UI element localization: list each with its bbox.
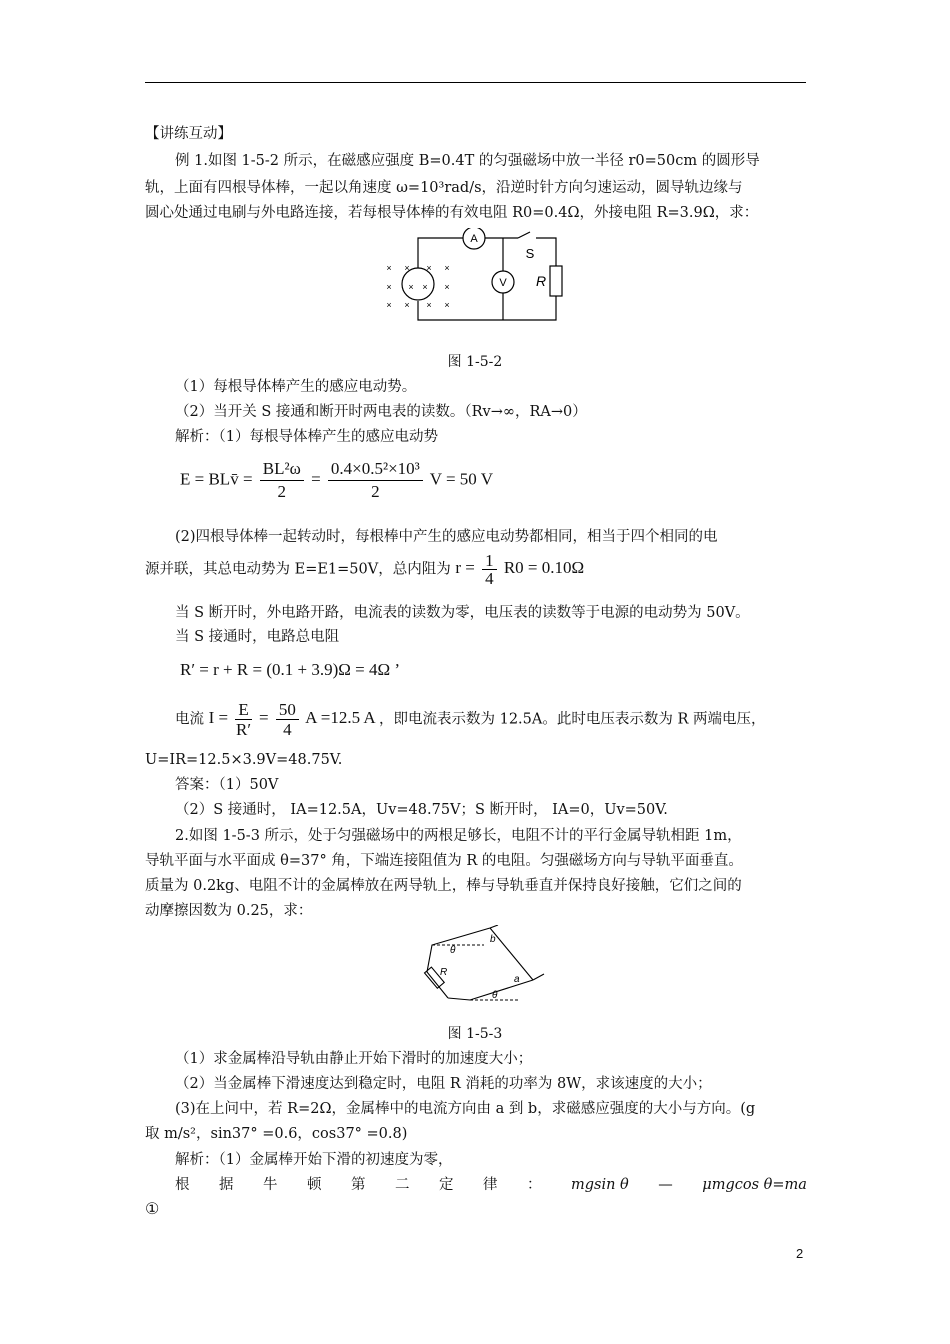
- law-char: 顿: [307, 1177, 322, 1193]
- r-symbol: r =: [455, 558, 475, 578]
- law-char: 据: [219, 1177, 234, 1193]
- svg-text:×: ×: [386, 263, 392, 273]
- resistor-label: R: [535, 273, 547, 289]
- frac-num: E: [235, 700, 251, 720]
- law-char: 牛: [263, 1177, 278, 1193]
- law-char: ：: [527, 1177, 542, 1193]
- label-a: a: [514, 974, 520, 985]
- ex1-para-1: 例 1.如图 1-5-2 所示，在磁感应强度 B=0.4T 的匀强磁场中放一半径 r0=50cm 的圆形导: [175, 153, 760, 169]
- law-term: μmgcos θ=ma: [702, 1177, 807, 1193]
- label-b: b: [490, 934, 496, 945]
- voltage-calc: U=IR=12.5×3.9V=48.75V.: [145, 752, 343, 768]
- equation-emf-left: E = BLv̄ =: [180, 469, 253, 489]
- fraction-quarter: [482, 552, 497, 587]
- equals-sign: =: [259, 708, 269, 728]
- para-parallel-2: [145, 552, 807, 588]
- svg-text:×: ×: [444, 300, 450, 310]
- law-char: 定: [439, 1177, 454, 1193]
- frac-den: 4: [485, 569, 494, 588]
- ex2-para-3: 质量为 0.2kg、电阻不计的金属棒放在两导轨上，棒与导轨垂直并保持良好接触，它们之间的: [145, 878, 742, 894]
- svg-text:×: ×: [386, 300, 392, 310]
- para-closed-circuit: 当 S 接通时，电路总电阻: [175, 629, 340, 645]
- header-rule: [145, 82, 806, 83]
- para-open-circuit: 当 S 断开时，外电路开路，电流表的读数为零，电压表的读数等于电源的电动势为 50V。: [175, 605, 750, 621]
- newton-law-line: [175, 1175, 807, 1195]
- i-symbol: I =: [208, 708, 229, 728]
- r-tail: R0 = 0.10Ω: [503, 558, 585, 578]
- current-result: A =12.5 A: [305, 708, 375, 728]
- ex2-para-2: 导轨平面与水平面成 θ=37° 角，下端连接阻值为 R 的电阻。匀强磁场方向与导轨平面垂直。: [145, 853, 743, 869]
- answer-1: 答案：（1）50V: [175, 777, 279, 793]
- current-text: ，即电流表示数为 12.5A。此时电压表示数为 R 两端电压，: [378, 711, 766, 728]
- frac-den: 2: [277, 482, 287, 501]
- frac-num: 0.4×0.5²×10³: [328, 458, 423, 481]
- fraction-50-over-4: [276, 700, 299, 739]
- law-char: 律: [483, 1177, 498, 1193]
- svg-text:×: ×: [426, 263, 432, 273]
- law-char: 二: [395, 1177, 410, 1193]
- answer-2: （2）S 接通时， IA=12.5A，Uv=48.75V；S 断开时， IA=0，Uv=50V.: [175, 802, 668, 818]
- svg-text:×: ×: [444, 263, 450, 273]
- ammeter-label: A: [470, 233, 478, 245]
- law-minus: —: [658, 1177, 673, 1193]
- frac-den: 4: [283, 720, 292, 739]
- angle-theta-bottom: θ: [492, 990, 498, 1001]
- circuit-figure-1-5-2: [378, 228, 578, 328]
- law-char: 根: [175, 1177, 190, 1193]
- figure-caption-1-5-2: 图 1-5-2: [447, 354, 503, 370]
- fraction-bl2w: [260, 458, 304, 503]
- equation-total-resistance: R′ = r + R = (0.1 + 3.9)Ω = 4Ω ’: [180, 660, 400, 679]
- page-number: 2: [796, 1246, 804, 1261]
- solution-intro: 解析：（1）每根导体棒产生的感应电动势: [175, 429, 438, 445]
- ex2-para-1: 2.如图 1-5-3 所示，处于匀强磁场中的两根足够长，电阻不计的平行金属导轨相距 1m，: [175, 828, 742, 844]
- frac-den: 2: [371, 482, 380, 501]
- para-parallel-2-text: 源并联，其总电动势为 E=E1=50V，总内阻为: [145, 561, 451, 578]
- ex1-para-3: 圆心处通过电刷与外电路连接，若每根导体棒的有效电阻 R0=0.4Ω，外接电阻 R=3.9Ω，求：: [145, 205, 759, 221]
- fraction-e-over-r: [235, 700, 251, 739]
- incline-figure-1-5-3: [418, 925, 548, 1005]
- ex2-question-3b: 取 m/s²，sin37° =0.6，cos37° =0.8): [145, 1126, 408, 1142]
- para-current: [175, 700, 837, 746]
- svg-text:×: ×: [444, 282, 450, 292]
- question-2: （2）当开关 S 接通和断开时两电表的读数。（Rv→∞，RA→0）: [175, 404, 587, 420]
- switch-label: S: [525, 246, 535, 261]
- fraction-numeric: [328, 458, 423, 503]
- equation-emf: E = BLv̄ = $\frac{\text{BL²ω}}{2}$ = $\frac{\text{0.4×0.5²×10³}}{2}$ V = 50 V: [180, 459, 494, 501]
- label-R: R: [440, 967, 448, 978]
- svg-text:×: ×: [422, 282, 428, 292]
- section-title: 【讲练互动】: [145, 126, 232, 142]
- equation-emf-right: V = 50 V: [429, 469, 494, 489]
- voltmeter-label: V: [499, 277, 507, 289]
- law-term: mgsin θ: [571, 1177, 629, 1193]
- figure-caption-1-5-3: 图 1-5-3: [447, 1026, 503, 1042]
- ex2-question-3a: (3)在上问中，若 R=2Ω，金属棒中的电流方向由 a 到 b，求磁感应强度的大小与方向。(g: [175, 1101, 756, 1117]
- ex2-question-1: （1）求金属棒沿导轨由静止开始下滑时的加速度大小；: [175, 1051, 533, 1067]
- current-prefix: 电流: [175, 711, 204, 728]
- svg-text:×: ×: [404, 263, 410, 273]
- svg-text:×: ×: [386, 282, 392, 292]
- svg-text:×: ×: [426, 300, 432, 310]
- ex2-solution: 解析：（1）金属棒开始下滑的初速度为零，: [175, 1152, 453, 1168]
- angle-theta-top: θ: [450, 945, 456, 956]
- ex1-para-2: 轨，上面有四根导体棒，一起以角速度 ω=10³rad/s，沿逆时针方向匀速运动，圆导轨边缘与: [145, 180, 743, 196]
- svg-text:×: ×: [408, 282, 414, 292]
- frac-num: 1: [482, 552, 497, 570]
- frac-den: R′: [236, 720, 252, 739]
- law-char: 第: [351, 1177, 366, 1193]
- ex2-question-2: （2）当金属棒下滑速度达到稳定时，电阻 R 消耗的功率为 8W，求该速度的大小；: [175, 1076, 712, 1092]
- ex2-para-4: 动摩擦因数为 0.25，求：: [145, 903, 313, 919]
- equation-marker: ①: [145, 1199, 160, 1218]
- question-1: （1）每根导体棒产生的感应电动势。: [175, 379, 417, 395]
- svg-text:×: ×: [404, 300, 410, 310]
- frac-num: BL²ω: [260, 458, 304, 481]
- frac-num: 50: [276, 700, 299, 720]
- para-parallel-1: (2)四根导体棒一起转动时，每根棒中产生的感应电动势都相同，相当于四个相同的电: [175, 529, 718, 545]
